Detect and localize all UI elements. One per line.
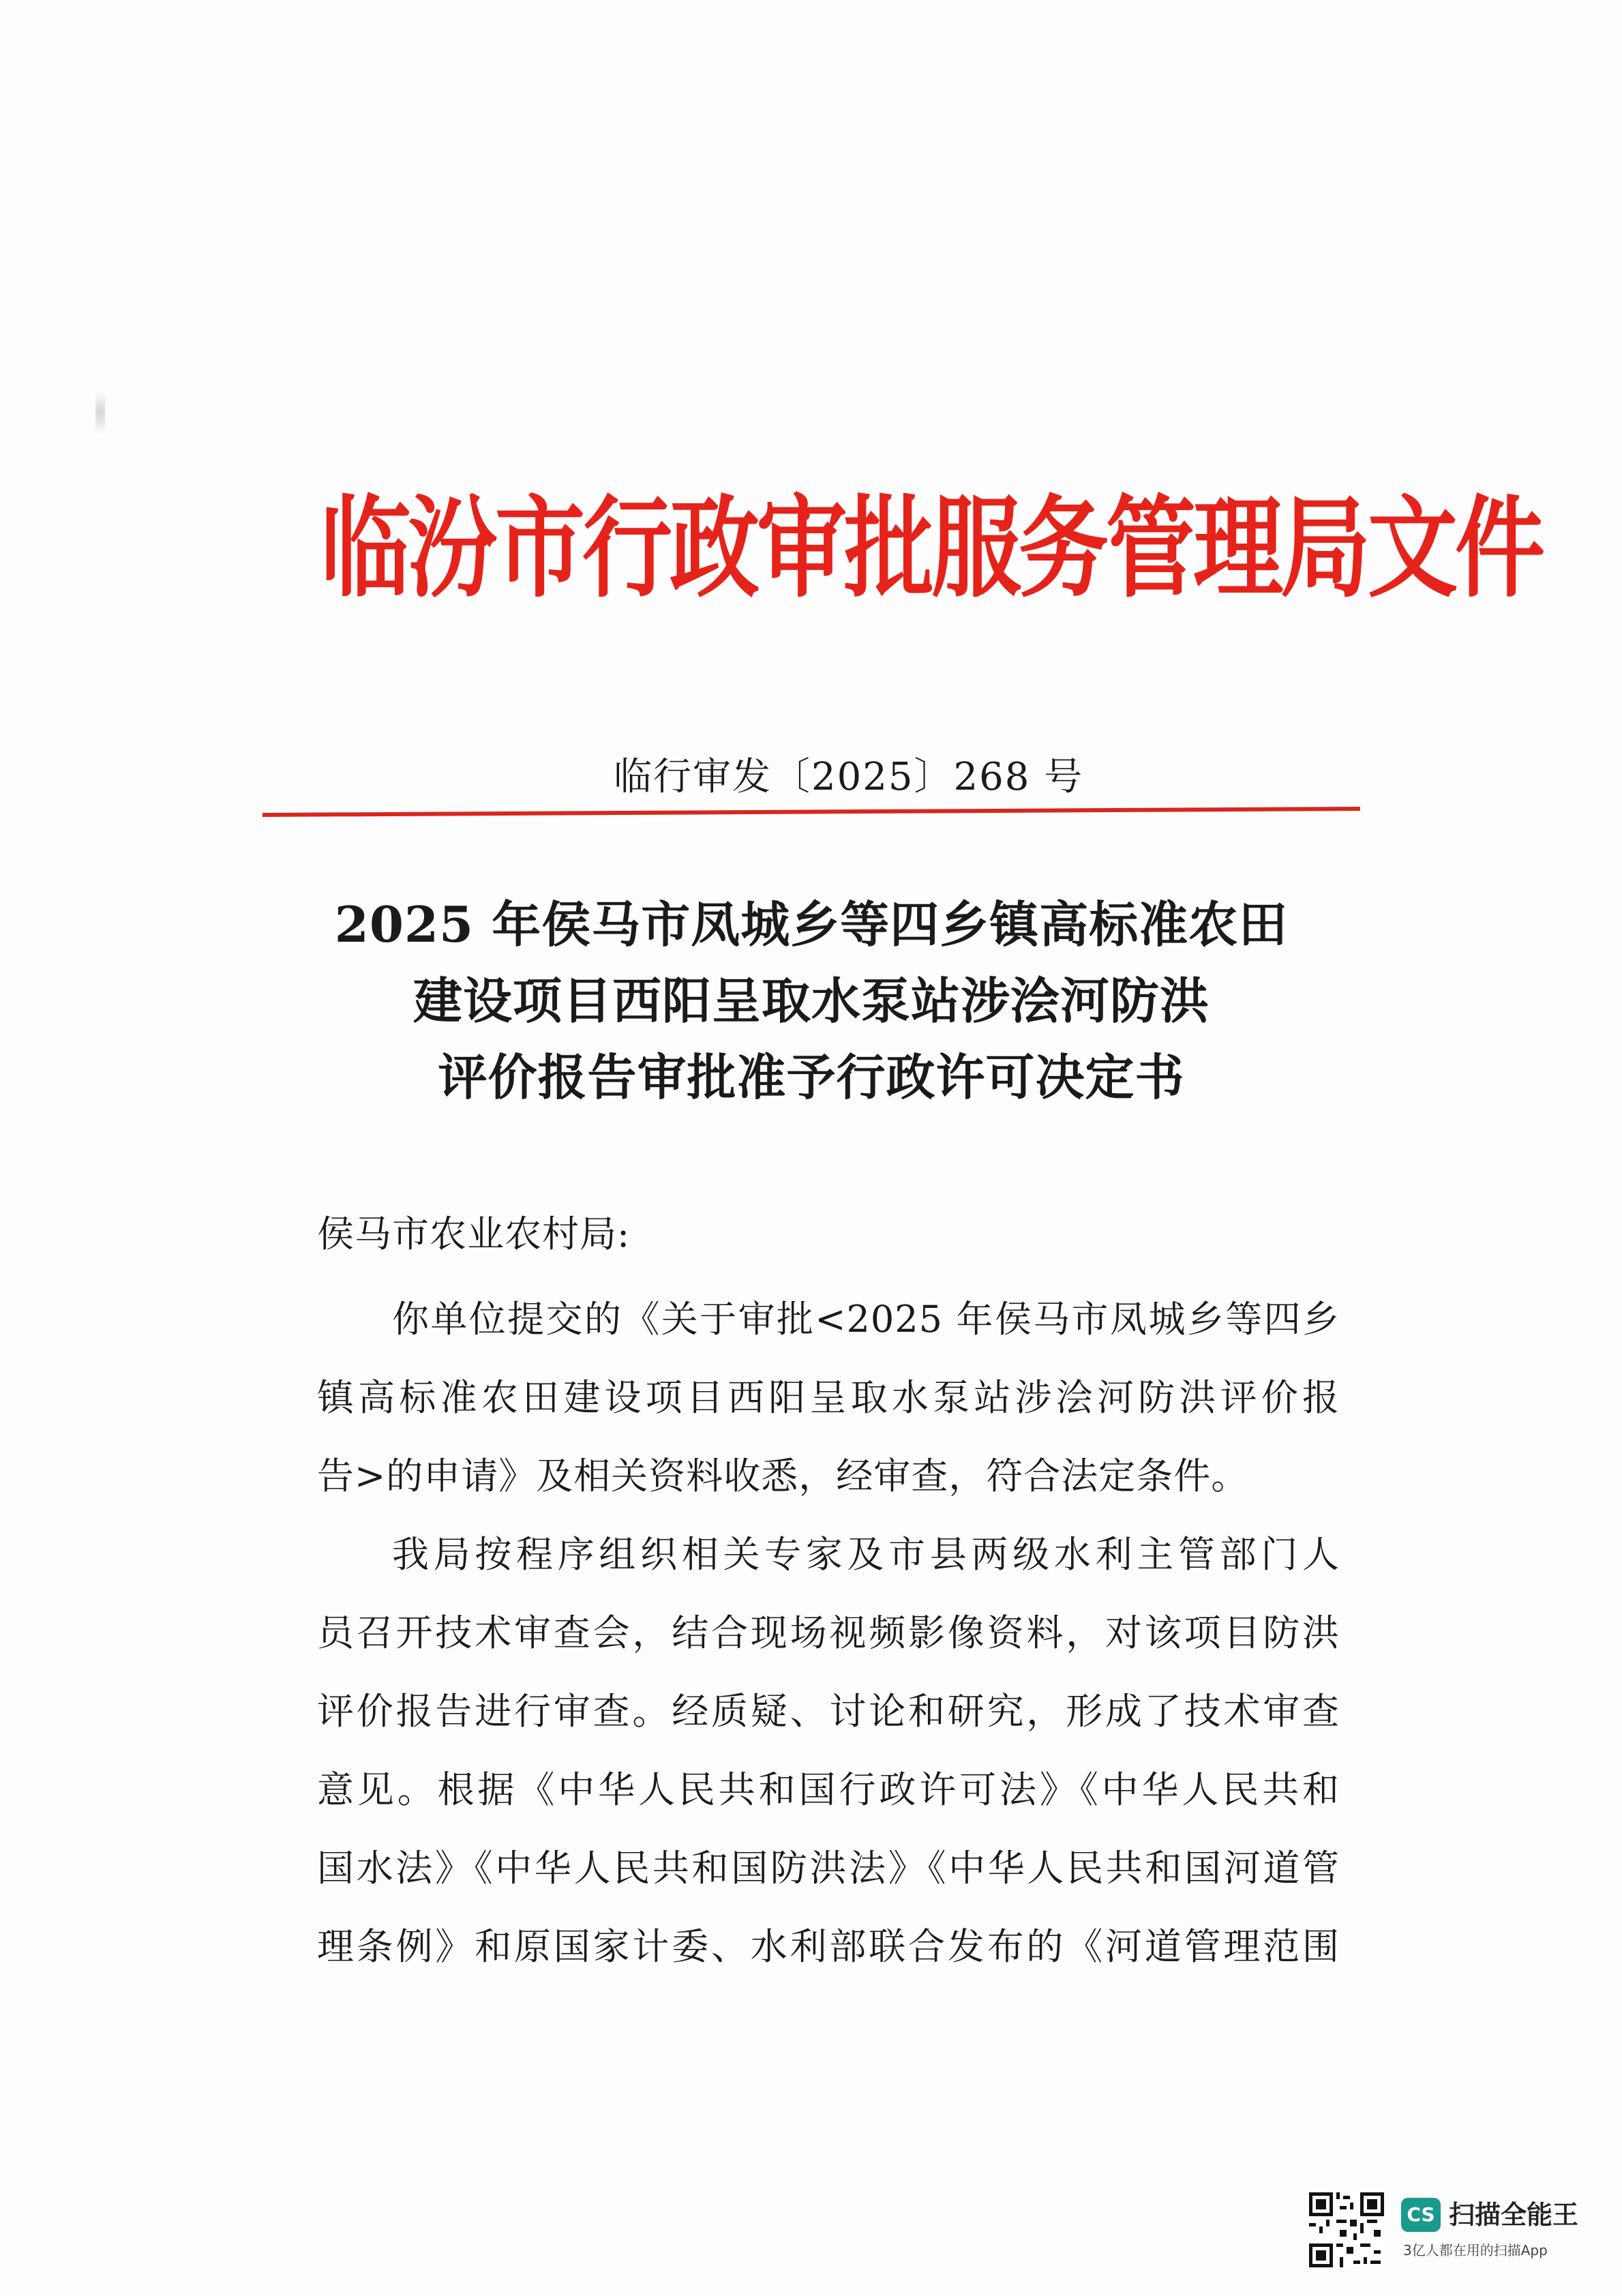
qr-code-icon: [1309, 2192, 1384, 2267]
document-title: [205, 886, 1418, 1116]
body-line: 镇高标准农田建设项目西阳呈取水泵站涉浍河防洪评价报: [317, 1376, 1340, 1419]
body-line: 评价报告进行审查。经质疑、讨论和研究，形成了技术审查: [317, 1690, 1340, 1733]
body-line: 我局按程序组织相关专家及市县两级水利主管部门人: [392, 1533, 1340, 1576]
body-line: 理条例》和原国家计委、水利部联合发布的《河道管理范围: [317, 1925, 1340, 1968]
body-line: 员召开技术审查会，结合现场视频影像资料，对该项目防洪: [317, 1611, 1340, 1654]
body-line: 告>的申请》及相关资料收悉，经审查，符合法定条件。: [317, 1455, 1249, 1497]
issuer-title: 临汾市行政审批服务管理局文件: [320, 483, 1542, 613]
scan-artifact: [95, 382, 105, 443]
app-name: 扫描全能王: [1449, 2200, 1579, 2230]
document-number: 临行审发〔2025〕268 号: [614, 755, 1084, 799]
body-line: 意见。根据《中华人民共和国行政许可法》《中华人民共和: [317, 1768, 1340, 1811]
scanner-watermark: [1309, 2192, 1602, 2274]
title-line: 评价报告审批准予行政许可决定书: [438, 1048, 1185, 1106]
body-line: 国水法》《中华人民共和国防洪法》《中华人民共和国河道管: [317, 1847, 1340, 1890]
body-line: 你单位提交的《关于审批<2025 年侯马市凤城乡等四乡: [392, 1298, 1340, 1341]
title-line: 2025 年侯马市凤城乡等四乡镇高标准农田: [334, 895, 1289, 953]
red-divider-line: [262, 807, 1360, 817]
app-tagline: 3亿人都在用的扫描App: [1403, 2242, 1548, 2258]
camscanner-logo-icon: CS: [1401, 2198, 1441, 2232]
title-line: 建设项目西阳呈取水泵站涉浍河防洪: [412, 972, 1210, 1030]
addressee: 侯马市农业农村局:: [317, 1212, 631, 1255]
